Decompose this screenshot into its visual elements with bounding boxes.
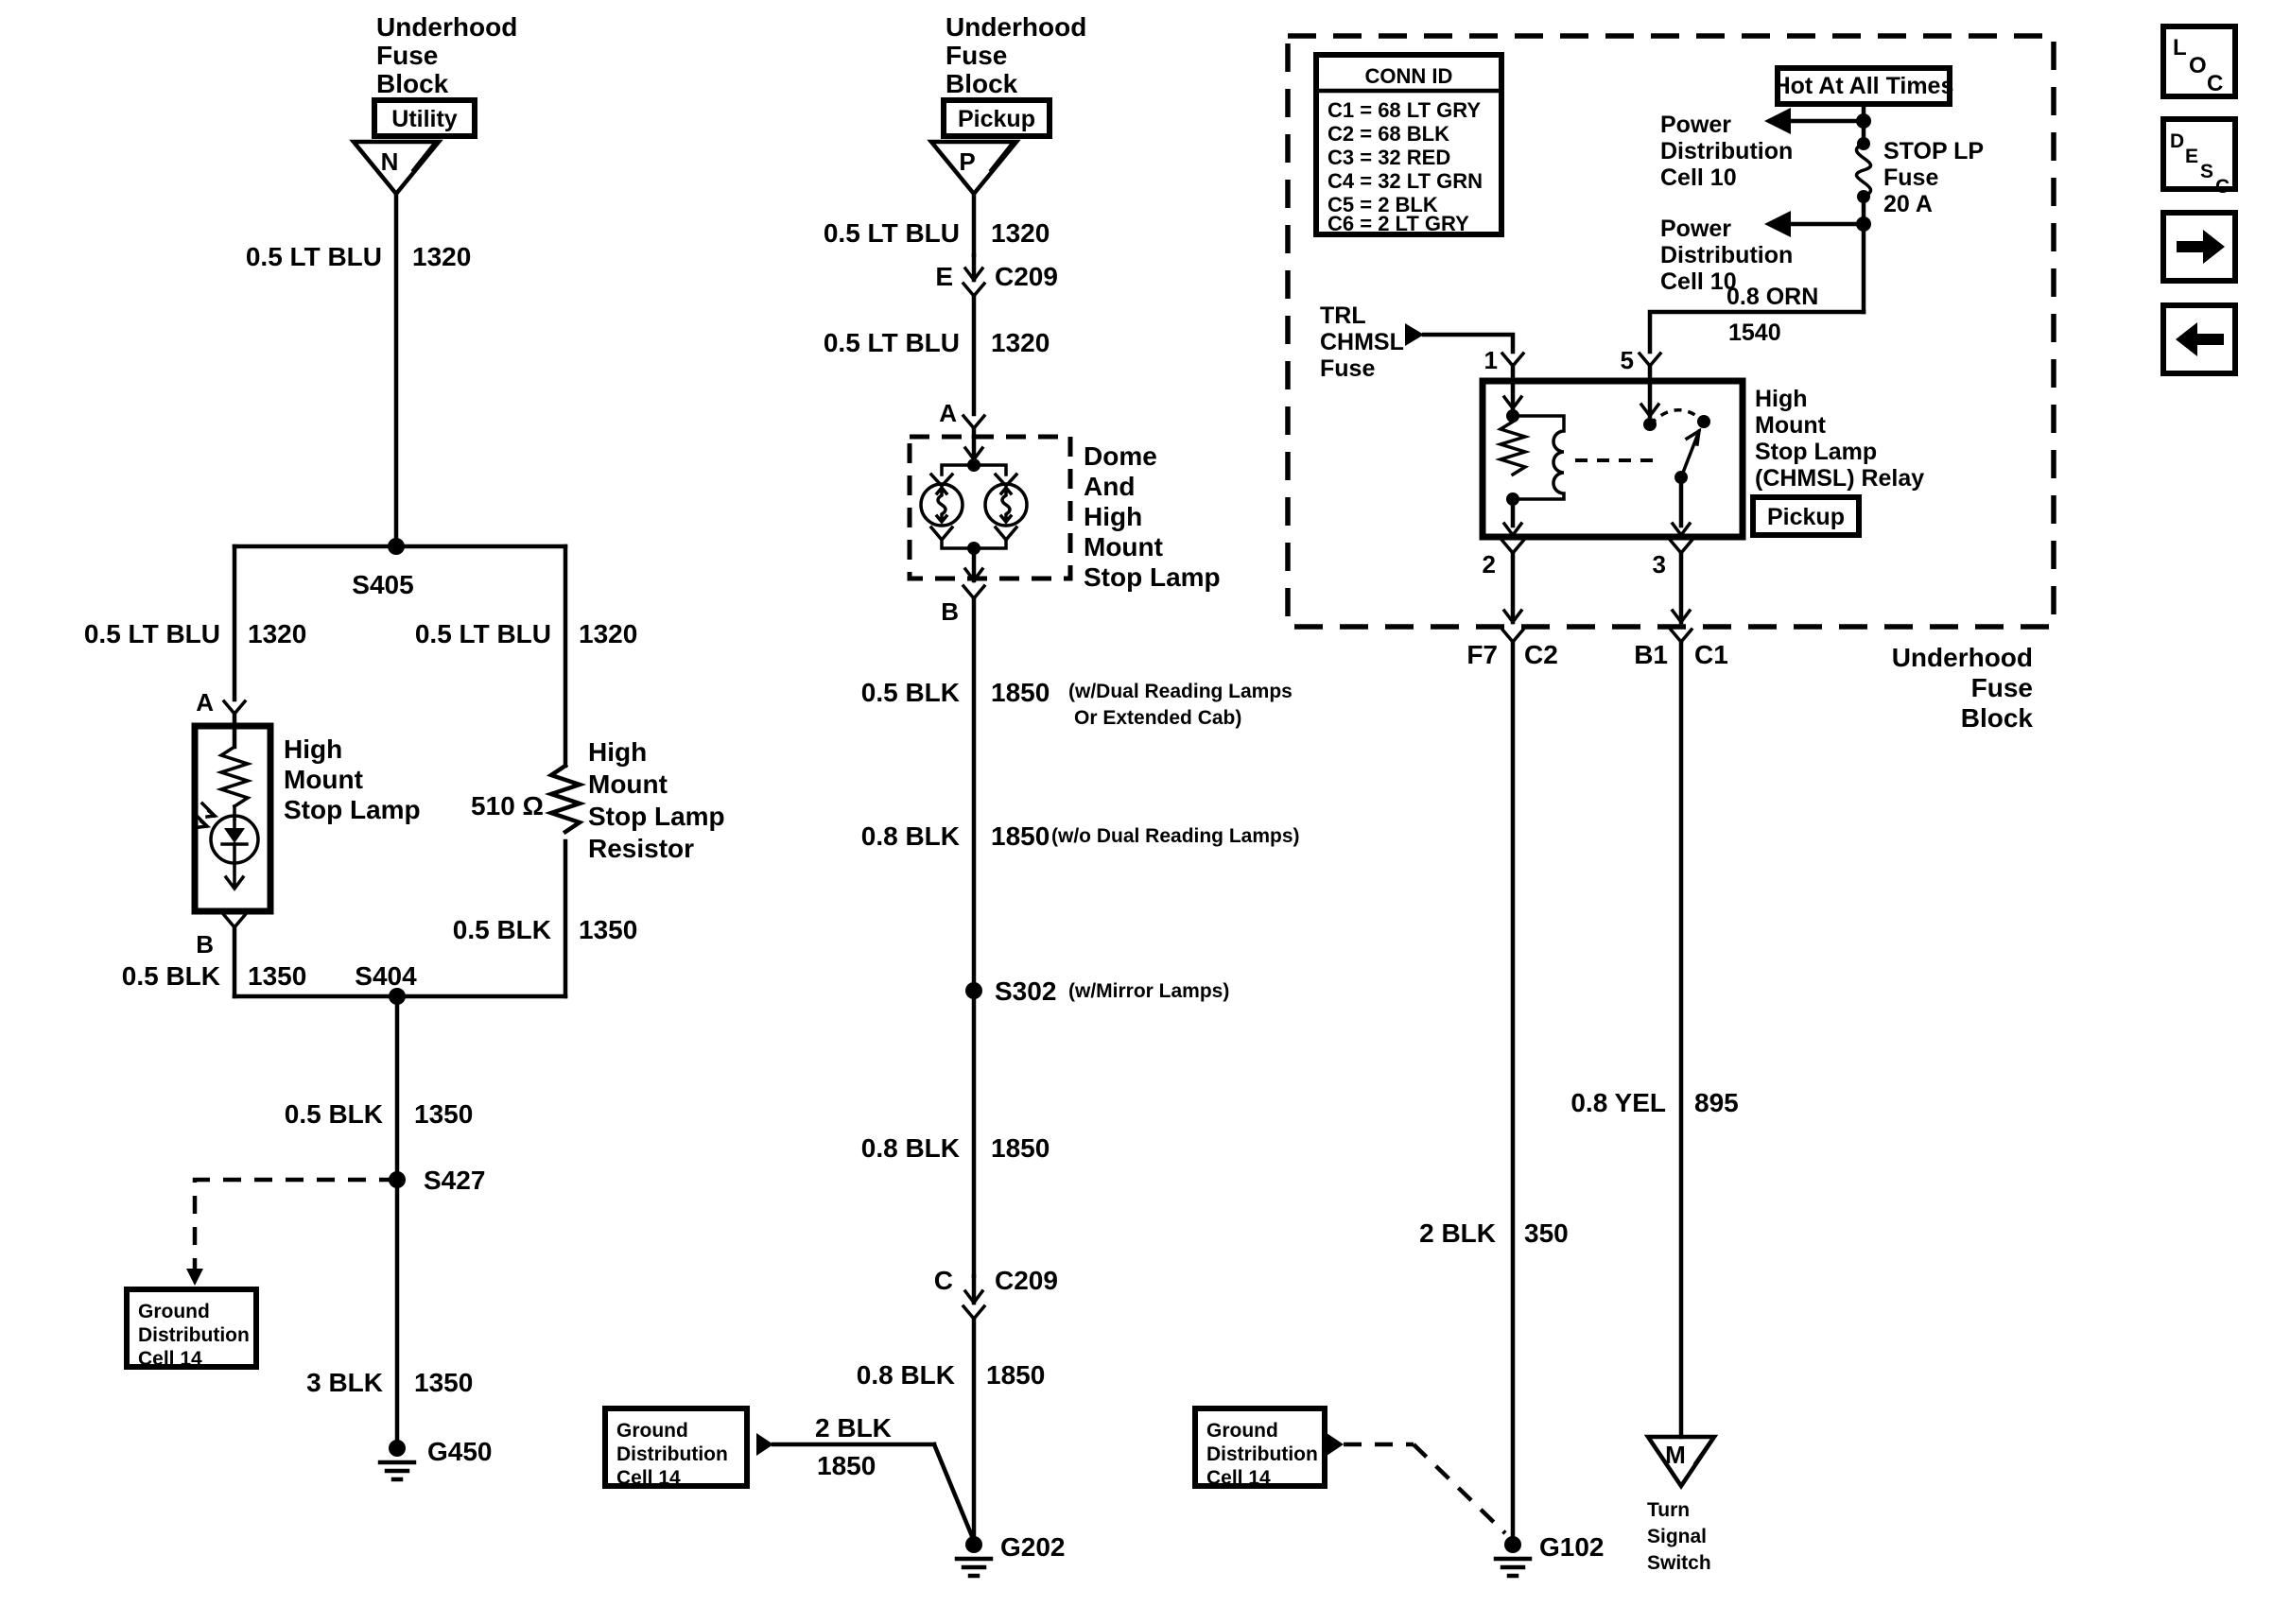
wire-circuit-label: 1320 bbox=[991, 218, 1050, 248]
wire-note: Or Extended Cab) bbox=[1074, 707, 1242, 729]
tss-label-line: Turn bbox=[1647, 1499, 1691, 1521]
pin-b-label: B bbox=[196, 930, 214, 959]
conn-id-table bbox=[1316, 55, 1501, 235]
led-diode-icon bbox=[224, 828, 245, 843]
ref-label-line: Ground bbox=[138, 1301, 210, 1322]
stop-lp-fuse-label-line: 20 A bbox=[1883, 191, 1933, 217]
wire-color-label: 0.8 BLK bbox=[860, 821, 960, 851]
left-arrow-icon bbox=[2176, 322, 2224, 356]
lamp-filament-icon bbox=[1001, 488, 1011, 522]
ground-g450-label: G450 bbox=[427, 1437, 493, 1466]
down-arrowhead-icon bbox=[186, 1269, 203, 1286]
wire-circuit-label: 1320 bbox=[579, 619, 638, 648]
underhood-fuse-block-pickup-label bbox=[944, 12, 1086, 136]
dome-label-line: Mount bbox=[1084, 532, 1163, 561]
conn-id-title: CONN ID bbox=[1364, 64, 1453, 88]
ground-distribution-ref-left bbox=[127, 1289, 256, 1370]
wire-color-label: 0.5 LT BLU bbox=[83, 619, 220, 648]
stop-lp-fuse-label-line: Fuse bbox=[1883, 164, 1939, 191]
block-label-line: Block bbox=[376, 69, 449, 98]
right-arrow-icon bbox=[2177, 230, 2225, 264]
splice-s405-label: S405 bbox=[352, 570, 414, 599]
tss-label-line: Switch bbox=[1647, 1552, 1711, 1574]
hmsl-label-line: Mount bbox=[284, 765, 363, 794]
resistor-zigzag-icon bbox=[551, 766, 580, 832]
wire-color-label: 3 BLK bbox=[306, 1368, 383, 1397]
splice-s405 bbox=[234, 538, 565, 599]
resistor-zigzag-icon bbox=[221, 747, 248, 806]
left-arrowhead-icon bbox=[1764, 108, 1791, 134]
relay-output-pins bbox=[1483, 541, 1692, 622]
relay-contact-dashed-arc bbox=[1650, 410, 1704, 424]
connector-c209-c bbox=[934, 1266, 1058, 1319]
hmsl-label-line: Stop Lamp bbox=[284, 795, 421, 824]
wire-color-label: 0.5 BLK bbox=[284, 1099, 383, 1129]
ground-g202 bbox=[957, 1532, 1066, 1576]
conn-id-row: C6 = 2 LT GRY bbox=[1327, 212, 1469, 235]
block-label-line: Block bbox=[1960, 703, 2033, 733]
splice-s404-label: S404 bbox=[355, 961, 417, 991]
wire-note: (w/Mirror Lamps) bbox=[1068, 980, 1230, 1002]
wire-color-label: 0.5 BLK bbox=[860, 678, 960, 707]
connector-chevron-icon bbox=[931, 527, 1016, 540]
power-dist-label-line: Distribution bbox=[1660, 138, 1794, 164]
connector-p-triangle-icon bbox=[931, 142, 1016, 194]
block-label-line: Fuse bbox=[946, 41, 1008, 70]
desc-letter: D bbox=[2170, 130, 2185, 152]
hot-at-all-times bbox=[1774, 68, 1954, 104]
connector-c209-label: C209 bbox=[995, 262, 1058, 291]
loc-letter: L bbox=[2173, 35, 2187, 60]
wire-circuit-label: 1350 bbox=[414, 1368, 474, 1397]
connector-p-label: P bbox=[959, 147, 976, 176]
wire-note: (w/Dual Reading Lamps bbox=[1068, 681, 1293, 702]
power-dist-label-line: Power bbox=[1660, 216, 1732, 242]
stop-lp-fuse-label-line: STOP LP bbox=[1883, 138, 1985, 164]
hmsl-resistor-label-line: Mount bbox=[588, 769, 668, 799]
pin-f7-label: F7 bbox=[1466, 640, 1498, 669]
ground-g102 bbox=[1496, 1532, 1605, 1576]
splice-s427-label: S427 bbox=[424, 1166, 486, 1195]
conn-id-row: C5 = 2 BLK bbox=[1327, 193, 1438, 216]
conn-id-row: C4 = 32 LT GRN bbox=[1327, 169, 1484, 193]
chmsl-relay-component bbox=[1483, 381, 1743, 537]
relay-label-line: Mount bbox=[1755, 412, 1826, 439]
relay-pickup-box bbox=[1753, 497, 1859, 535]
block-label-line: Block bbox=[946, 69, 1018, 98]
power-dist-label-line: Distribution bbox=[1660, 242, 1794, 268]
ground-symbol-icon bbox=[1496, 1559, 1530, 1576]
pin-b1-label: B1 bbox=[1634, 640, 1668, 669]
ref-label-line: Distribution bbox=[138, 1324, 250, 1346]
tss-label-line: Signal bbox=[1647, 1526, 1708, 1547]
ground-g450 bbox=[380, 1437, 493, 1479]
desc-letter: C bbox=[2215, 176, 2230, 198]
hmsl-resistor-label-line: Resistor bbox=[588, 834, 695, 863]
ref-label-line: Cell 14 bbox=[1206, 1467, 1271, 1489]
wire-circuit-label: 1540 bbox=[1728, 320, 1781, 346]
dome-label-line: Stop Lamp bbox=[1084, 562, 1221, 592]
wire-color-label: 0.8 ORN bbox=[1726, 284, 1819, 310]
wire-color-label: 0.8 YEL bbox=[1570, 1088, 1666, 1117]
wire-color-label: 0.5 LT BLU bbox=[414, 619, 551, 648]
relay-output-circuits bbox=[1195, 630, 1739, 1576]
lamp-filament-icon bbox=[937, 488, 946, 522]
relay-coil-icon bbox=[1513, 416, 1564, 499]
trl-fuse-label-line: CHMSL bbox=[1320, 329, 1404, 355]
block-label-line: Fuse bbox=[376, 41, 439, 70]
wire-note: (w/o Dual Reading Lamps) bbox=[1051, 825, 1300, 847]
wire-circuit-label: 1350 bbox=[414, 1099, 474, 1129]
wire-color-label: 0.8 BLK bbox=[856, 1360, 955, 1390]
trl-chmsl-fuse-feed bbox=[1320, 302, 1523, 382]
wire-circuit-label: 1320 bbox=[991, 328, 1050, 357]
wire-color-label: 0.5 BLK bbox=[452, 915, 551, 944]
ground-g102-label: G102 bbox=[1539, 1532, 1605, 1562]
hmsl-branch bbox=[84, 546, 421, 996]
ref-label-line: Distribution bbox=[1206, 1443, 1318, 1465]
turn-signal-switch bbox=[1647, 1437, 1714, 1574]
desc-letter: E bbox=[2185, 146, 2199, 167]
underhood-fuse-block-utility-label bbox=[374, 12, 517, 136]
ref-label-line: Ground bbox=[616, 1420, 688, 1442]
fuse-element-icon bbox=[1856, 144, 1870, 197]
pickup-label: Pickup bbox=[1767, 504, 1845, 530]
right-arrowhead-icon bbox=[756, 1433, 773, 1456]
ground-g202-label: G202 bbox=[1000, 1532, 1066, 1562]
pin-c-label: C bbox=[933, 1266, 953, 1295]
hmsl-resistor-branch bbox=[415, 546, 725, 996]
conn-id-row: C1 = 68 LT GRY bbox=[1327, 98, 1481, 122]
conn-id-row: C2 = 68 BLK bbox=[1327, 122, 1449, 146]
loc-letter: O bbox=[2189, 53, 2207, 78]
pin-a-label: A bbox=[196, 688, 214, 717]
connector-m-label: M bbox=[1665, 1441, 1686, 1469]
power-dist-label-line: Cell 10 bbox=[1660, 268, 1737, 295]
ground-symbol-icon bbox=[957, 1559, 991, 1576]
wire-circuit-label: 1850 bbox=[991, 821, 1050, 851]
left-arrowhead-icon bbox=[1764, 211, 1791, 237]
block-label-line: Underhood bbox=[946, 12, 1087, 42]
relay-label-line: (CHMSL) Relay bbox=[1755, 465, 1925, 492]
pin-b-label: B bbox=[941, 597, 959, 626]
connector-c2-label: C2 bbox=[1524, 640, 1558, 669]
relay-label-line: High bbox=[1755, 386, 1808, 412]
left-circuit bbox=[84, 12, 725, 1479]
relay-resistor-icon bbox=[1501, 422, 1525, 475]
ground-distribution-ref-right bbox=[1195, 1408, 1505, 1533]
pin-e-label: E bbox=[935, 262, 953, 291]
right-arrowhead-icon bbox=[1405, 323, 1424, 346]
ref-label-line: Cell 14 bbox=[616, 1467, 681, 1489]
right-arrowhead-icon bbox=[1327, 1433, 1344, 1456]
relay-label-line: Stop Lamp bbox=[1755, 439, 1878, 465]
resistor-value-label: 510 Ω bbox=[471, 791, 544, 821]
wire-circuit-label: 1850 bbox=[817, 1451, 876, 1480]
wire-circuit-label: 1350 bbox=[579, 915, 638, 944]
ref-label-line: Cell 14 bbox=[138, 1348, 202, 1370]
wire-circuit-label: 895 bbox=[1694, 1088, 1739, 1117]
arrowhead-icon bbox=[1687, 431, 1699, 444]
pin-1-label: 1 bbox=[1484, 346, 1498, 374]
pin-5-label: 5 bbox=[1620, 346, 1634, 374]
ground-distribution-ref-middle bbox=[605, 1408, 974, 1541]
dome-and-hmsl-component bbox=[910, 437, 1070, 580]
splice-s427 bbox=[186, 1166, 485, 1286]
block-label-line: Fuse bbox=[1970, 673, 2033, 702]
pin-2-label: 2 bbox=[1482, 550, 1496, 579]
utility-label: Utility bbox=[391, 106, 458, 132]
conn-id-row: C3 = 32 RED bbox=[1327, 146, 1451, 169]
connector-c209-label: C209 bbox=[995, 1266, 1058, 1295]
pin-a-label: A bbox=[939, 399, 957, 427]
wire-color-label: 2 BLK bbox=[815, 1413, 892, 1443]
splice-s302 bbox=[965, 976, 1229, 1006]
wire-circuit-label: 1320 bbox=[248, 619, 307, 648]
connector-c1-label: C1 bbox=[1694, 640, 1728, 669]
wire-circuit-label: 1850 bbox=[991, 1133, 1050, 1163]
wire-color-label: 0.5 LT BLU bbox=[823, 328, 960, 357]
wire-color-label: 0.8 BLK bbox=[860, 1133, 960, 1163]
ground-ref-dashed-wire bbox=[195, 1180, 397, 1270]
wire-circuit-label: 350 bbox=[1524, 1218, 1569, 1248]
ground-symbol-icon bbox=[380, 1462, 414, 1479]
splice-s302-label: S302 bbox=[995, 976, 1057, 1006]
wire-color-label: 0.5 BLK bbox=[121, 961, 220, 991]
middle-circuit bbox=[605, 12, 1300, 1576]
power-dist-label-line: Power bbox=[1660, 112, 1732, 138]
trl-fuse-label-line: Fuse bbox=[1320, 355, 1376, 382]
next-button[interactable] bbox=[2163, 213, 2235, 281]
connector-n-triangle-icon bbox=[354, 142, 439, 194]
loc-button[interactable] bbox=[2163, 26, 2235, 96]
hmsl-resistor-label-line: Stop Lamp bbox=[588, 802, 725, 831]
pin-3-label: 3 bbox=[1652, 550, 1666, 579]
nav-buttons bbox=[2163, 26, 2235, 373]
pickup-label: Pickup bbox=[958, 106, 1035, 132]
hmsl-resistor-label-line: High bbox=[588, 737, 648, 767]
dome-label-line: High bbox=[1084, 502, 1143, 531]
desc-button[interactable] bbox=[2163, 119, 2235, 198]
dome-label-line: Dome bbox=[1084, 441, 1157, 471]
dome-label-line: And bbox=[1084, 472, 1136, 501]
wire-circuit-label: 1850 bbox=[986, 1360, 1046, 1390]
stop-lp-fuse-feed bbox=[1621, 104, 1985, 381]
trl-fuse-label-line: TRL bbox=[1320, 302, 1366, 329]
loc-letter: C bbox=[2207, 71, 2224, 96]
wire-pin1-feed bbox=[1424, 335, 1513, 352]
wire-circuit-label: 1350 bbox=[248, 961, 307, 991]
prev-button[interactable] bbox=[2163, 305, 2235, 373]
wire-color-label: 0.5 LT BLU bbox=[823, 218, 960, 248]
high-mount-stop-lamp-component bbox=[195, 726, 270, 911]
desc-letter: S bbox=[2200, 161, 2214, 182]
hmsl-label-line: High bbox=[284, 734, 343, 764]
wire-color-label: 0.5 LT BLU bbox=[245, 242, 382, 271]
wire-circuit-label: 1320 bbox=[412, 242, 472, 271]
connector-n-label: N bbox=[380, 147, 399, 176]
wire-color-label: 2 BLK bbox=[1419, 1218, 1496, 1248]
ref-label-line: Distribution bbox=[616, 1443, 728, 1465]
ref-label-line: Ground bbox=[1206, 1420, 1278, 1442]
power-dist-label-line: Cell 10 bbox=[1660, 164, 1737, 191]
block-label-line: Underhood bbox=[376, 12, 518, 42]
connector-c209-e bbox=[935, 255, 1058, 296]
hot-at-all-times-label: Hot At All Times bbox=[1773, 73, 1954, 99]
wire-circuit-label: 1850 bbox=[991, 678, 1050, 707]
block-label-line: Underhood bbox=[1891, 643, 2033, 672]
